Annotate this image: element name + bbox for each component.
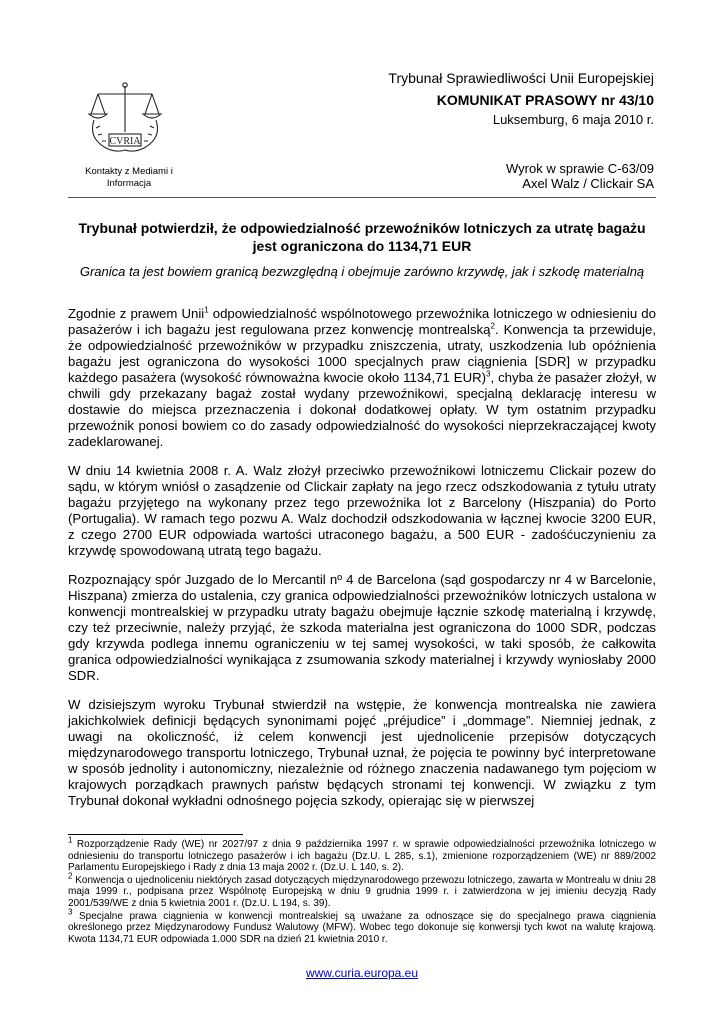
footnote-ref-3[interactable]: 3 (486, 369, 491, 379)
footnotes (68, 835, 656, 946)
footnote-2: $^2$ Konwencja o ujednoliceniu niektórych zasad dotyczących międzynarodowego przewozu lotniczego, zawarta w Montrealu w dniu 28 maja 1999 r., podpisana przez Wspólnotę Europejską w dniu 9 grudnia 1999 r. i zatwierdzona w jej imieniu decyzją Rady 2001/539/WE z dnia 5 kwietnia 2001 r. (Dz.U. L 194, s. 39). (68, 871, 656, 909)
curia-logo (84, 80, 166, 160)
contact-department: Kontakty z Mediami i Informacja (85, 166, 173, 189)
page-title: Trybunał potwierdził, że odpowiedzialność przewoźników lotniczych za utratę bagażu jest ograniczona do 1134,71 EUR (78, 220, 646, 254)
place-date: Luksemburg, 6 maja 2010 r. (492, 112, 654, 127)
paragraph-1: Zgodnie z prawem Unii$^1$ odpowiedzialność wspólnotowego przewoźnika lotniczego w odniesieniu do pasażerów i ich bagażu jest regulowana przez konwencję montrealską$^2$. Konwencja ta przewiduje, że odpowiedzialność przewoźników w przypadku zniszczenia, utraty, uszkodzenia lub opóźnienia bagażu jest ograniczona do wysokości 1000 specjalnych praw ciągnienia [SDR] w przypadku każdego pasażera (wysokość równoważna kwocie około 1134,71 EUR)$^3$, chyba że pasażer złożył, w chwili gdy przekazany bagaż został wydany przewoźnikowi, specjalną deklarację interesu w dostawie do miejsca przeznaczenia i dokonał dodatkowej opłaty. W tym ostatnim przypadku przewoźnik ponosi bowiem co do zasady odpowiedzialność do wysokości nieprzekraczającej kwoty zadeklarowanej. (68, 305, 657, 449)
footer (0, 966, 724, 980)
paragraph-2: W dniu 14 kwietnia 2008 r. A. Walz złożył przeciwko przewoźnikowi lotniczemu Clickair pozew do sądu, w którym wniósł o zasądzenie od Clickair zapłaty na jego rzecz odszkodowania z tytułu utraty bagażu przyjętego na wykonany przez tego przewoźnika lot z Barcelony (Hiszpania) do Porto (Portugalia). W ramach tego pozwu A. Walz dochodził odszkodowania w łącznej kwocie 3200 EUR, z czego 2700 EUR odpowiada wartości utraconego bagażu, a 500 EUR - zadośćuczynieniu za krzywdę spowodowaną utratą tego bagażu. (68, 463, 656, 558)
footnote-ref-2[interactable]: 2 (490, 321, 495, 331)
paragraph-3: Rozpoznający spór Juzgado de lo Mercantil nº 4 de Barcelona (sąd gospodarczy nr 4 w Barcelonie, Hiszpana) zmierza do ustalenia, czy granica odpowiedzialności przewoźników lotniczych ustalona w konwencji montrealskiej w przypadku utraty bagażu obejmuje łącznie szkodę materialną i krzywdę, czy też przeciwnie, należy przyjąć, że szkoda materialna jest ograniczona do 1000 SDR, podczas gdy krzywda podlega innemu ograniczeniu w tej samej wysokości, w taki sposób, że całkowita granica odpowiedzialności wynikająca z zsumowania szkody materialnej i krzywdy wyniosłaby 2000 SDR. (68, 572, 656, 683)
page-subtitle: Granica ta jest bowiem granicą bezwzględną i obejmuje zarówno krzywdę, jak i szkodę materialną (79, 264, 645, 279)
court-name: Trybunał Sprawiedliwości Unii Europejskiej (388, 70, 654, 86)
paragraph-4: W dzisiejszym wyroku Trybunał stwierdził na wstępie, że konwencja montrealska nie zawiera jakichkolwiek definicji będących synonimami pojęć „préjudice” i „dommage”. Niemniej jednak, z uwagi na okoliczność, iż celem konwencji jest ujednolicenie przepisów dotyczących międzynarodowego transportu lotniczego, Trybunał uznał, że pojęcia te powinny być interpretowane w sposób jednolity i autonomiczny, niezależnie od różnego znaczenia nadawanego tym pojęciom w krajowych porządkach prawnych państw będących stronami tej konwencji. W związku z tym Trybunał dokonał wykładni odnośnego pojęcia szkody, opierając się w pierwszej (68, 697, 656, 808)
footnote-1: $^1$ Rozporządzenie Rady (WE) nr 2027/97 z dnia 9 października 1997 r. w sprawie odpowiedzialności przewoźnika lotniczego w odniesieniu do transportu lotniczego pasażerów i ich bagażu (Dz.U. L 285, s.1), zmienione rozporządzeniem (WE) nr 889/2002 Parlamentu Europejskiego i Rady z dnia 13 maja 2002 r. (Dz.U. L 140, s. 2). (68, 835, 656, 874)
logo-text: CVRIA (109, 136, 141, 147)
footnote-3: $^3$ Specjalne prawa ciągnienia w konwencji montrealskiej są uważane za odnoszące się do specjalnego prawa ciągnienia określonego przez Międzynarodowy Fundusz Walutowy (MFW). Wobec tego dokonuje się konwersji tych kwot na walutę krajową. Kwota 1134,71 EUR odpowiada 1.000 SDR na dzień 21 kwietnia 2010 r. (68, 907, 656, 945)
footnote-divider (68, 834, 243, 835)
case-reference: Wyrok w sprawie C-63/09 (506, 161, 654, 176)
communique-number: KOMUNIKAT PRASOWY nr 43/10 (436, 92, 654, 108)
article-body (68, 306, 656, 822)
case-parties: Axel Walz / Clickair SA (522, 176, 654, 191)
curia-website-link[interactable]: www.curia.europa.eu (305, 966, 419, 980)
footnote-ref-1[interactable]: 1 (204, 305, 209, 315)
header-divider (68, 197, 656, 198)
